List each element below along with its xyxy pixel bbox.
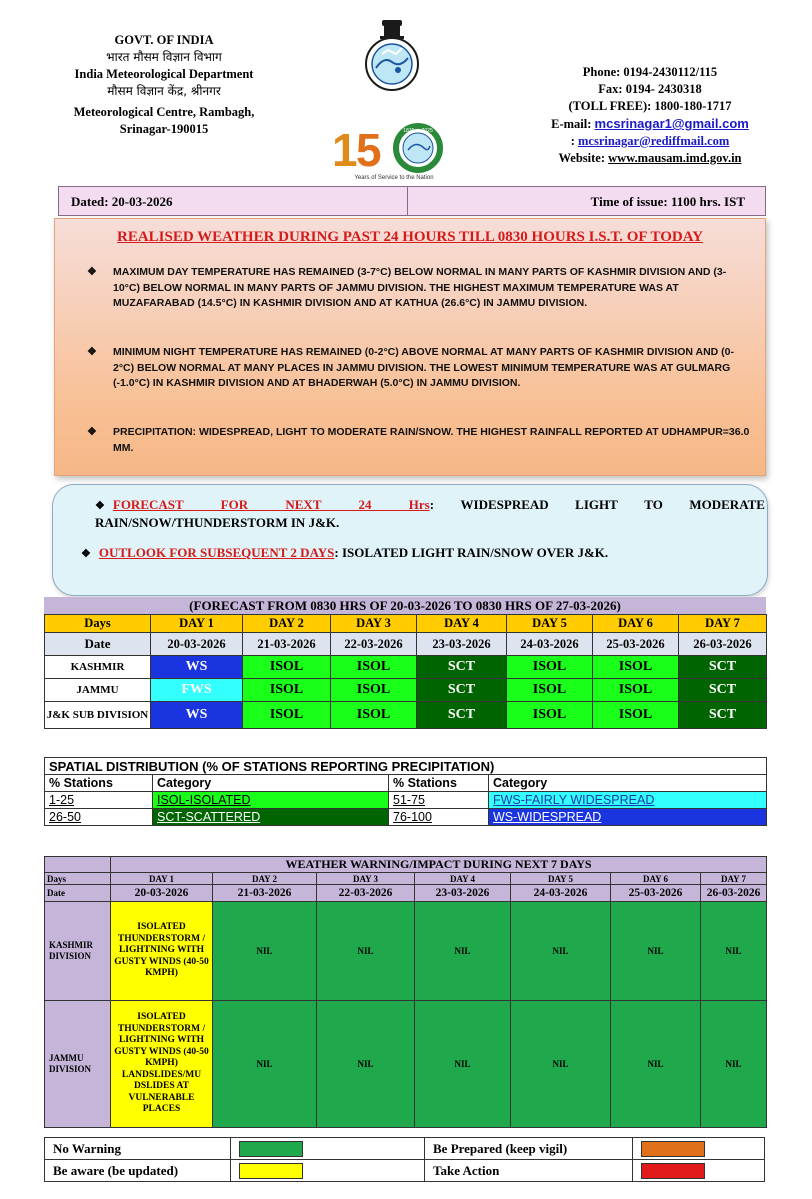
- day-header: DAY 4: [417, 615, 507, 633]
- warning-cell-yellow: ISOLATED THUNDERSTORM / LIGHTNING WITH GUSTY WINDS (40-50 KMPH) LANDSLIDES/MU DSLIDES AT VULNERABLE PLACES: [111, 1001, 213, 1128]
- day-header: DAY 4: [415, 873, 511, 885]
- forecast-word: MODERATE: [689, 497, 765, 512]
- area-label: JAMMU DIVISION: [45, 1001, 111, 1128]
- spatial-distribution-table: [44, 757, 767, 826]
- date-cell: 23-03-2026: [415, 885, 511, 902]
- category-fairly-widespread: FWS-FAIRLY WIDESPREAD: [489, 792, 767, 809]
- day-header: DAY 1: [151, 615, 243, 633]
- station-range: 76-100: [389, 809, 489, 826]
- forecast-box: [52, 484, 768, 596]
- realised-text: MINIMUM NIGHT TEMPERATURE HAS REMAINED (0-2°C) ABOVE NORMAL AT MANY PARTS OF KASHMIR DIVISION AND (0-2°C) BELOW NORMAL AT MANY PLACES IN JAMMU DIVISION. THE LOWEST MINIMUM TEMPERATURE WAS AT GULMARG (-1.0°C) IN KASHMIR DIVISION AND AT BHADERWAH (5.0°C) IN JAMMU DIVISION.: [113, 346, 734, 389]
- warning-cell-nil: NIL: [415, 1001, 511, 1128]
- forecast-cell: ISOL: [593, 656, 679, 679]
- forecast-word: TO: [644, 497, 663, 512]
- date-cell: 21-03-2026: [243, 633, 331, 656]
- forecast-word: WIDESPREAD: [460, 497, 549, 512]
- forecast-table: [44, 614, 767, 729]
- logo-digit-1: 1: [332, 124, 358, 176]
- logo-150-years: [330, 120, 460, 182]
- bullet-diamond-icon: ❖: [81, 548, 91, 560]
- forecast-row-jk-subdivision: [45, 702, 767, 729]
- forecast-cell: SCT: [679, 702, 767, 729]
- forecast-cell: ISOL: [507, 656, 593, 679]
- legend-yellow-swatch: [239, 1163, 303, 1179]
- legend-be-aware-label: Be aware (be updated): [45, 1160, 231, 1182]
- issue-date: Dated: 20-03-2026: [71, 194, 173, 209]
- forecast-cell: SCT: [417, 702, 507, 729]
- forecast-line-2: RAIN/SNOW/THUNDERSTORM IN J&K.: [95, 515, 340, 530]
- realised-min-temp: [87, 345, 753, 392]
- warning-cell-nil: NIL: [415, 902, 511, 1001]
- forecast-cell: SCT: [679, 656, 767, 679]
- station-range: 51-75: [389, 792, 489, 809]
- warning-row-kashmir: [45, 902, 767, 1001]
- forecast-colon: :: [429, 497, 435, 512]
- area-label: JAMMU: [45, 679, 151, 702]
- legend-orange-cell: [633, 1138, 765, 1160]
- station-range: 1-25: [45, 792, 153, 809]
- centre-city: Srinagar-190015: [119, 122, 209, 136]
- forecast-cell: WS: [151, 702, 243, 729]
- spatial-row: [45, 809, 767, 826]
- date-cell: 21-03-2026: [213, 885, 317, 902]
- warning-cell-nil: NIL: [511, 902, 611, 1001]
- forecast-cell: FWS: [151, 679, 243, 702]
- forecast-cell: ISOL: [331, 656, 417, 679]
- warning-cell-nil: NIL: [701, 902, 767, 1001]
- email2-prefix: :: [570, 134, 578, 148]
- date-cell: 20-03-2026: [151, 633, 243, 656]
- header-left: [44, 32, 284, 138]
- legend-take-action-label: Take Action: [425, 1160, 633, 1182]
- day-header: DAY 6: [593, 615, 679, 633]
- date-cell: 23-03-2026: [417, 633, 507, 656]
- outlook-label: OUTLOOK FOR SUBSEQUENT 2 DAYS: [98, 545, 335, 560]
- area-label: KASHMIR DIVISION: [45, 902, 111, 1001]
- dept-name: India Meteorological Department: [74, 67, 254, 81]
- email-link-rediff[interactable]: mcsrinagar@rediffmail.com: [578, 134, 730, 148]
- forecast-row-kashmir: [45, 656, 767, 679]
- forecast-cell: SCT: [679, 679, 767, 702]
- dated-bar: [58, 186, 766, 216]
- website-link[interactable]: www.mausam.imd.gov.in: [608, 151, 742, 165]
- warning-cell-nil: NIL: [317, 902, 415, 1001]
- realised-title: REALISED WEATHER DURING PAST 24 HOURS TILL 0830 HOURS I.S.T. OF TODAY: [117, 229, 703, 245]
- date-label: Date: [45, 633, 151, 656]
- logo-digit-5: 5: [356, 124, 382, 176]
- forecast-row-jammu: [45, 679, 767, 702]
- warning-days-row: [45, 873, 767, 885]
- logo-dates: 1875 ★ 2025: [403, 128, 433, 134]
- spatial-header-row: [45, 775, 767, 792]
- imd-emblem-icon: [352, 18, 432, 96]
- date-cell: 24-03-2026: [511, 885, 611, 902]
- bullet-diamond-icon: ❖: [87, 346, 97, 358]
- day-header: DAY 3: [331, 615, 417, 633]
- header-right: [500, 64, 800, 167]
- realised-precipitation: [87, 425, 753, 456]
- category-header: Category: [489, 775, 767, 792]
- legend-row: [45, 1160, 765, 1182]
- outlook-text: : ISOLATED LIGHT RAIN/SNOW OVER J&K.: [334, 545, 609, 560]
- legend-no-warning-label: No Warning: [45, 1138, 231, 1160]
- date-cell: 24-03-2026: [507, 633, 593, 656]
- warning-cell-nil: NIL: [511, 1001, 611, 1128]
- category-isolated: ISOL-ISOLATED: [153, 792, 389, 809]
- forecast-line-1: [95, 497, 765, 513]
- forecast-table-title: (FORECAST FROM 0830 HRS OF 20-03-2026 TO 0830 HRS OF 27-03-2026): [44, 597, 766, 614]
- issue-time: Time of issue: 1100 hrs. IST: [590, 194, 745, 209]
- forecast-cell: ISOL: [331, 679, 417, 702]
- forecast-cell: ISOL: [243, 679, 331, 702]
- day-header: DAY 7: [679, 615, 767, 633]
- warning-cell-yellow: ISOLATED THUNDERSTORM / LIGHTNING WITH GUSTY WINDS (40-50 KMPH): [111, 902, 213, 1001]
- forecast-cell: WS: [151, 656, 243, 679]
- phone: Phone: 0194-2430112/115: [582, 65, 718, 79]
- centre-hindi: मौसम विज्ञान केंद्र, श्रीनगर: [107, 84, 221, 98]
- warning-cell-nil: NIL: [213, 902, 317, 1001]
- days-label: Days: [45, 615, 151, 633]
- legend-red-cell: [633, 1160, 765, 1182]
- date-cell: 26-03-2026: [701, 885, 767, 902]
- warning-cell-nil: NIL: [611, 902, 701, 1001]
- realised-text: PRECIPITATION: WIDESPREAD, LIGHT TO MODERATE RAIN/SNOW. THE HIGHEST RAINFALL REPORTED AT UDHAMPUR=36.0 MM.: [113, 426, 750, 454]
- day-header: DAY 2: [213, 873, 317, 885]
- forecast-word: LIGHT: [575, 497, 618, 512]
- forecast-24h-label: FORECAST FOR NEXT 24 Hrs: [112, 497, 430, 512]
- day-header: DAY 5: [507, 615, 593, 633]
- date-cell: 25-03-2026: [593, 633, 679, 656]
- category-header: Category: [153, 775, 389, 792]
- stations-header: % Stations: [45, 775, 153, 792]
- website-label: Website:: [558, 151, 609, 165]
- email-link-gmail[interactable]: mcsrinagar1@gmail.com: [594, 116, 749, 131]
- dated-divider: [407, 187, 408, 215]
- fax: Fax: 0194- 2430318: [598, 82, 702, 96]
- category-scattered: SCT-SCATTERED: [153, 809, 389, 826]
- warning-cell-nil: NIL: [317, 1001, 415, 1128]
- legend-be-prepared-label: Be Prepared (keep vigil): [425, 1138, 633, 1160]
- date-label: Date: [45, 885, 111, 902]
- forecast-cell: SCT: [417, 679, 507, 702]
- forecast-cell: ISOL: [593, 679, 679, 702]
- logo-150-icon: [330, 120, 460, 182]
- outlook-line: [81, 545, 608, 561]
- date-cell: 25-03-2026: [611, 885, 701, 902]
- bullet-diamond-icon: ❖: [95, 500, 105, 512]
- forecast-label-wrap: [95, 497, 434, 513]
- day-header: DAY 6: [611, 873, 701, 885]
- day-header: DAY 7: [701, 873, 767, 885]
- days-label: Days: [45, 873, 111, 885]
- warning-cell-nil: NIL: [701, 1001, 767, 1128]
- realised-weather-box: [54, 218, 766, 476]
- spatial-title-row: [45, 758, 767, 775]
- bullet-diamond-icon: ❖: [87, 266, 97, 278]
- legend-orange-swatch: [641, 1141, 705, 1157]
- bullet-diamond-icon: ❖: [87, 426, 97, 438]
- area-label: J&K SUB DIVISION: [45, 702, 151, 729]
- email-line-1: [500, 115, 800, 133]
- forecast-cell: SCT: [417, 656, 507, 679]
- legend-yellow-cell: [231, 1160, 425, 1182]
- date-cell: 20-03-2026: [111, 885, 213, 902]
- forecast-cell: ISOL: [507, 702, 593, 729]
- date-cell: 22-03-2026: [317, 885, 415, 902]
- day-header: DAY 5: [511, 873, 611, 885]
- forecast-cell: ISOL: [507, 679, 593, 702]
- category-widespread: WS-WIDESPREAD: [489, 809, 767, 826]
- logo-tagline: Years of Service to the Nation: [354, 175, 434, 181]
- warning-title-row: [45, 857, 767, 873]
- legend-red-swatch: [641, 1163, 705, 1179]
- warning-title: WEATHER WARNING/IMPACT DURING NEXT 7 DAYS: [111, 857, 767, 873]
- day-header: DAY 1: [111, 873, 213, 885]
- forecast-days-row: [45, 615, 767, 633]
- area-label: KASHMIR: [45, 656, 151, 679]
- realised-text: MAXIMUM DAY TEMPERATURE HAS REMAINED (3-7°C) BELOW NORMAL IN MANY PARTS OF KASHMIR DIVISION AND (3-10°C) BELOW NORMAL IN MANY PARTS OF JAMMU DIVISION. THE HIGHEST MAXIMUM TEMPERATURE WAS AT MUZAFARABAD (14.5°C) IN KASHMIR DIVISION AND AT KATHUA (26.6°C) IN JAMMU DIVISION.: [113, 266, 727, 309]
- email-line-2: [500, 133, 800, 150]
- website-line: [500, 150, 800, 167]
- warning-corner: [45, 857, 111, 873]
- forecast-dates-row: [45, 633, 767, 656]
- email-label: E-mail:: [551, 117, 595, 131]
- forecast-cell: ISOL: [243, 702, 331, 729]
- day-header: DAY 3: [317, 873, 415, 885]
- realised-max-temp: [87, 265, 753, 312]
- station-range: 26-50: [45, 809, 153, 826]
- spatial-title: SPATIAL DISTRIBUTION (% OF STATIONS REPORTING PRECIPITATION): [45, 758, 767, 775]
- warning-cell-nil: NIL: [213, 1001, 317, 1128]
- date-cell: 26-03-2026: [679, 633, 767, 656]
- stations-header: % Stations: [389, 775, 489, 792]
- warning-legend: [44, 1137, 765, 1182]
- spatial-row: [45, 792, 767, 809]
- forecast-cell: ISOL: [243, 656, 331, 679]
- forecast-cell: ISOL: [593, 702, 679, 729]
- dept-hindi: भारत मौसम विज्ञान विभाग: [106, 50, 222, 64]
- day-header: DAY 2: [243, 615, 331, 633]
- date-cell: 22-03-2026: [331, 633, 417, 656]
- centre-name: Meteorological Centre, Rambagh,: [73, 105, 255, 119]
- tollfree: (TOLL FREE): 1800-180-1717: [568, 99, 732, 113]
- legend-green-swatch: [239, 1141, 303, 1157]
- legend-row: [45, 1138, 765, 1160]
- warning-row-jammu: [45, 1001, 767, 1128]
- warning-dates-row: [45, 885, 767, 902]
- forecast-cell: ISOL: [331, 702, 417, 729]
- warning-cell-nil: NIL: [611, 1001, 701, 1128]
- legend-green-cell: [231, 1138, 425, 1160]
- govt-title: GOVT. OF INDIA: [114, 33, 214, 47]
- warning-table: [44, 856, 767, 1128]
